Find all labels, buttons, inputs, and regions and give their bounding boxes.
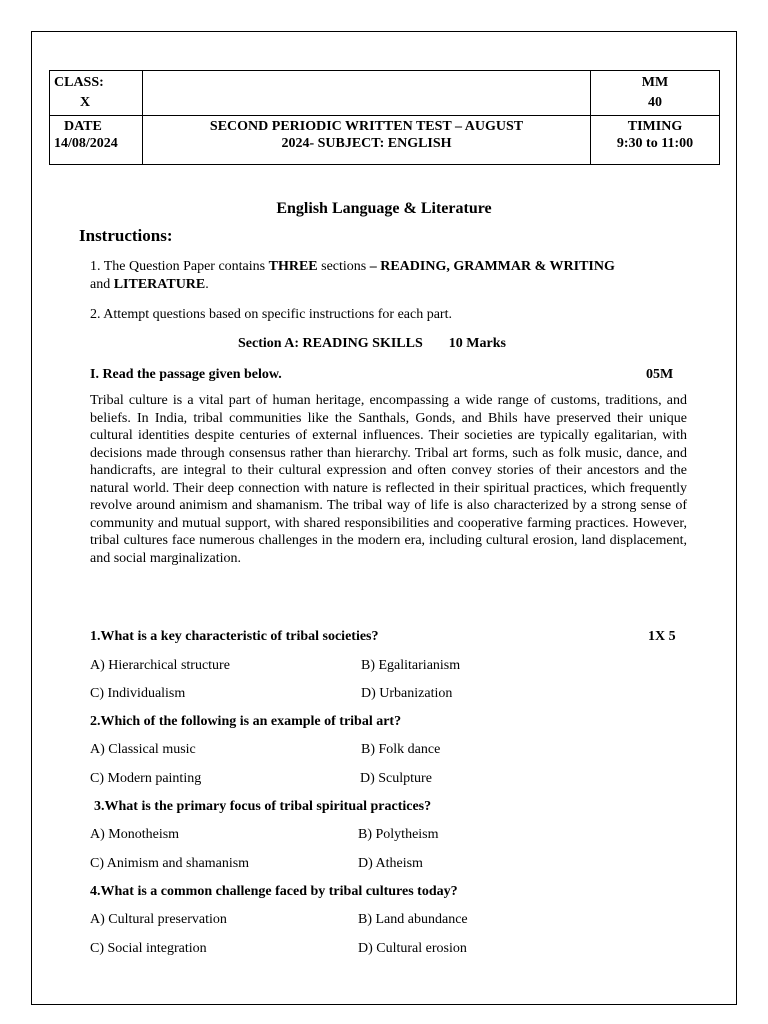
question-4: 4.What is a common challenge faced by tribal cultures today? bbox=[90, 884, 458, 899]
question-1-option-d: D) Urbanization bbox=[361, 686, 453, 701]
test-title-line2: 2024- SUBJECT: ENGLISH bbox=[281, 136, 452, 151]
date-value: 14/08/2024 bbox=[54, 136, 118, 151]
header-row-1 bbox=[50, 71, 720, 116]
class-value: X bbox=[80, 95, 91, 110]
question-3-option-d: D) Atheism bbox=[358, 856, 423, 871]
question-1-option-a: A) Hierarchical structure bbox=[90, 658, 230, 673]
reading-passage: Tribal culture is a vital part of human heritage, encompassing a wide range of customs, traditions, and beliefs. In India, tribal communities like the Santhals, Gonds, and Bhils have preserved their unique cultural identities despite centuries of external influences. Their societies are typically egalitarian, with decisions made through consensus rather than hierarchy. Tribal art forms, such as folk music, dance, and handicrafts, are integral to their cultural expression and often convey stories of their ancestors and the natural world. Their deep connection with nature is reflected in their spiritual practices, which frequently revolve around animism and shamanism. The tribal way of life is also characterized by a strong sense of community and mutual support, with shared responsibilities and cooperative farming practices. However, tribal cultures face numerous challenges in the modern era, including cultural erosion, land displacement, and social marginalization. bbox=[90, 393, 687, 566]
date-cell bbox=[50, 116, 143, 165]
timing-value: 9:30 to 11:00 bbox=[616, 136, 694, 151]
instruction-1-part-e: and bbox=[90, 277, 114, 292]
test-title-line1: SECOND PERIODIC WRITTEN TEST – AUGUST bbox=[209, 119, 524, 134]
question-1-option-b: B) Egalitarianism bbox=[361, 658, 461, 673]
header-row-2 bbox=[50, 116, 720, 165]
mm-label: MM bbox=[641, 75, 669, 90]
mm-value: 40 bbox=[648, 95, 662, 110]
instruction-1-literature: LITERATURE bbox=[113, 277, 206, 292]
timing-cell bbox=[591, 116, 720, 165]
question-3-option-a: A) Monotheism bbox=[90, 827, 180, 842]
paper-subtitle: English Language & Literature bbox=[276, 200, 492, 217]
question-3-option-b: B) Polytheism bbox=[358, 827, 439, 842]
question-2-option-b: B) Folk dance bbox=[361, 742, 441, 757]
test-title-cell bbox=[143, 116, 591, 165]
instructions-heading: Instructions: bbox=[79, 226, 173, 245]
question-2-option-c: C) Modern painting bbox=[90, 771, 202, 786]
class-label: CLASS: bbox=[54, 75, 104, 90]
instruction-1-part-c: sections bbox=[317, 259, 370, 274]
question-1-option-c: C) Individualism bbox=[90, 686, 186, 701]
timing-label: TIMING bbox=[627, 119, 683, 134]
passage-question-heading: I. Read the passage given below. bbox=[90, 367, 282, 382]
header-blank-cell bbox=[143, 71, 591, 116]
question-2-option-a: A) Classical music bbox=[90, 742, 196, 757]
header-table bbox=[49, 70, 720, 165]
question-2-option-d: D) Sculpture bbox=[360, 771, 432, 786]
date-label: DATE bbox=[64, 119, 102, 134]
class-cell bbox=[50, 71, 143, 116]
question-3-option-c: C) Animism and shamanism bbox=[90, 856, 250, 871]
section-a-heading bbox=[238, 336, 506, 352]
instruction-1-three: THREE bbox=[268, 259, 318, 274]
instruction-1-period: . bbox=[205, 277, 209, 292]
question-2: 2.Which of the following is an example of tribal art? bbox=[90, 714, 402, 729]
passage-question-marks: 05M bbox=[646, 367, 674, 382]
mm-cell bbox=[591, 71, 720, 116]
question-4-option-c: C) Social integration bbox=[90, 941, 207, 956]
question-1-marks: 1X 5 bbox=[648, 629, 676, 644]
question-4-option-a: A) Cultural preservation bbox=[90, 912, 227, 927]
question-4-option-b: B) Land abundance bbox=[358, 912, 468, 927]
instruction-2: 2. Attempt questions based on specific instructions for each part. bbox=[90, 307, 452, 322]
instruction-1-sections: – READING, GRAMMAR & WRITING bbox=[369, 259, 615, 274]
question-4-option-d: D) Cultural erosion bbox=[358, 941, 467, 956]
section-a-marks: 10 Marks bbox=[448, 336, 506, 351]
question-1: 1.What is a key characteristic of tribal societies? bbox=[90, 629, 379, 644]
section-a-title: Section A: READING SKILLS bbox=[238, 336, 423, 351]
instruction-1 bbox=[90, 258, 690, 294]
question-3: 3.What is the primary focus of tribal spiritual practices? bbox=[94, 799, 432, 814]
instruction-1-part-a: 1. The Question Paper contains bbox=[90, 259, 269, 274]
